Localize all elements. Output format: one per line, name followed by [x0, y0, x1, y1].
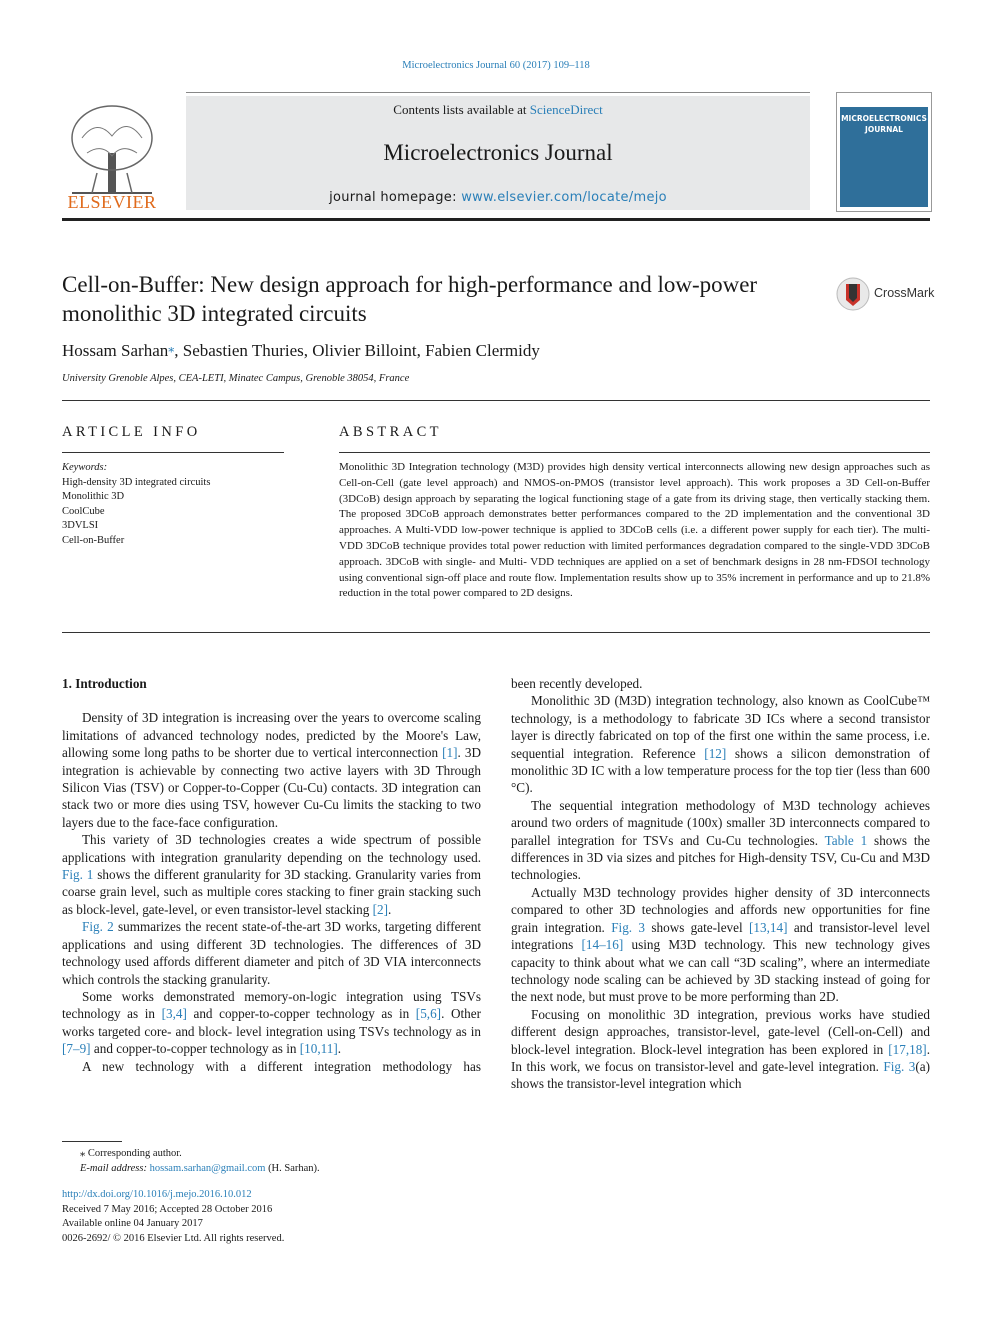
article-info-heading: ARTICLE INFO	[62, 424, 201, 440]
elsevier-wordmark: ELSEVIER	[67, 192, 157, 212]
paragraph: The sequential integration methodology of M3D technology achieves around two orders of magnitude (100x) smaller 3D interconnects compared to parallel integration for TSVs and Cu-Cu technologies. Table 1 shows the differences in 3D via sizes and pitches for High-density TSV, Cu-Cu and M3D technologies.	[511, 797, 930, 883]
article-title	[62, 270, 832, 328]
journal-title-box	[186, 96, 810, 210]
homepage-line	[186, 190, 810, 205]
email-note	[62, 1161, 320, 1176]
reference-link[interactable]: [12]	[704, 745, 727, 761]
crossmark-icon	[836, 276, 870, 312]
cover-title: MICROELECTRONICS JOURNAL	[841, 114, 927, 134]
reference-link[interactable]: [17,18]	[888, 1041, 927, 1057]
crossmark-label: CrossMark	[874, 286, 935, 300]
footnote-rule	[62, 1141, 122, 1142]
body-column-left	[62, 675, 481, 1075]
journal-cover-thumbnail[interactable]	[836, 92, 932, 212]
keyword: 3DVLSI	[62, 520, 99, 531]
reference-link[interactable]: [2]	[372, 901, 389, 917]
paragraph: Fig. 2 summarizes the recent state-of-the-art 3D works, targeting different applications and using different 3D technologies. The differences of 3D technology used affords different diameter and pitch of 3D VIA interconnects which controls the stacking granularity.	[62, 919, 482, 987]
affiliation: University Grenoble Alpes, CEA-LETI, Minatec Campus, Grenoble 38054, France	[62, 373, 410, 384]
paragraph: A new technology with a different integration methodology has	[82, 1058, 481, 1074]
section-heading: 1. Introduction	[62, 676, 147, 691]
journal-masthead	[62, 92, 930, 212]
paragraph: Actually M3D technology provides higher density of 3D interconnects compared to other 3D technologies and affords new opportunities for fine grain integration. Fig. 3 shows gate-level [13,14] and transistor-level level integrations [14–16] using M3D technology. This new technology gives capacity to think about what we can call “3D scaling”, where an intermediate technology node scaling can be achieved by 3D stacking instead of going for the next node, but must prove to be more performing than 2D.	[511, 884, 930, 1005]
homepage-prefix: journal homepage:	[329, 190, 462, 205]
keywords-block	[62, 461, 284, 548]
crossmark-badge[interactable]	[836, 276, 935, 312]
author-list	[62, 341, 540, 361]
received-dates: Received 7 May 2016; Accepted 28 October 2016	[62, 1203, 273, 1215]
figure-link[interactable]: Fig. 1	[62, 867, 94, 883]
reference-link[interactable]: [13,14]	[749, 919, 788, 935]
keyword: High-density 3D integrated circuits	[62, 476, 211, 488]
email-label: E-mail address:	[80, 1163, 147, 1174]
paragraph: Monolithic 3D (M3D) integration technology, also known as CoolCube™ technology, is a methodology to fabricate 3D ICs where a second transistor layer is directly fabricated on top of the first one within the same process, i.e. sequential integration. Reference [12] shows a silicon demonstration of monolithic 3D IC with a low temperature process for the top tier (less than 600 °C).	[511, 693, 930, 796]
reference-link[interactable]: [14–16]	[581, 937, 624, 953]
reference-link[interactable]: [3,4]	[161, 1006, 187, 1022]
contents-line	[186, 102, 810, 118]
online-date: Available online 04 January 2017	[62, 1218, 203, 1229]
abstract-heading: ABSTRACT	[339, 424, 442, 440]
paragraph: This variety of 3D technologies creates a wide spectrum of possible applications with integration granularity depending on the technology used. Fig. 1 shows the different granularity for 3D stacking. Granularity varies from coarse grain level, such as multiple cores stacking to finer grain stacking such as block-level, gate-level, or even transistor-level stacking [2].	[62, 832, 482, 917]
email-link[interactable]: hossam.sarhan@gmail.com	[149, 1163, 266, 1174]
masthead-bottom-rule	[62, 218, 930, 221]
corresponding-author-mark[interactable]: ⁎	[168, 341, 175, 355]
figure-link[interactable]: Fig. 2	[82, 919, 114, 935]
reference-link[interactable]: [1]	[442, 745, 458, 761]
paragraph: Focusing on monolithic 3D integration, previous works have studied different design approaches, transistor-level, gate-level (Cell-on-Cell) and block-level integration. Block-level integration has been explored in [17,18]. In this work, we focus on transistor-level and gate-level integration. Fig. 3(a) shows the transistor-level integration which	[511, 1006, 931, 1092]
body-column-right	[511, 675, 930, 1093]
title-line-2: monolithic 3D integrated circuits	[62, 301, 367, 326]
doi-link[interactable]: http://dx.doi.org/10.1016/j.mejo.2016.10.012	[62, 1189, 252, 1200]
sciencedirect-link[interactable]: ScienceDirect	[529, 102, 603, 117]
masthead-top-rule	[186, 92, 810, 93]
table-link[interactable]: Table 1	[824, 832, 868, 848]
abstract-bottom-rule	[62, 632, 930, 633]
coauthor-names: , Sebastien Thuries, Olivier Billoint, Fabien Clermidy	[174, 341, 540, 360]
journal-name: Microelectronics Journal	[383, 140, 613, 165]
header-rule	[62, 400, 930, 401]
article-info-rule	[62, 452, 284, 453]
keyword: Cell-on-Buffer	[62, 534, 125, 546]
abstract-text: Monolithic 3D Integration technology (M3D) provides high density vertical interconnects allowing new design approaches such as Cell-on-Cell (gate level approach) and NMOS-on-PMOS (transistor level approach). This work proposes a 3D Cell-on-Buffer (3DCoB) design approach by separating the logical functioning stage of a gate from its driving stage, then vertically stacking them. The proposed 3DCoB approach demonstrates better performances compared to the 2D implementation and the conventional 3D approaches. A Multi-VDD low-power technique is applied to 3DCoB cells (i.e. a different power supply for each tier). The multi-VDD 3DCoB technique provides total power reduction with limited performances degradation compared to the single-VDD 3DCoB approach. 3DCoB with single- and Multi- VDD techniques are applied on a set of benchmark designs in 28 nm-FDSOI technology using conventional sign-off place and route flow. Implementation results show up to 35% increment in performance and up to 21.8% reduction in the total power compared to 2D designs.	[339, 461, 930, 600]
corresponding-author-note: ⁎ Corresponding author.	[80, 1148, 182, 1159]
footnotes	[62, 1146, 320, 1176]
journal-homepage-link[interactable]: www.elsevier.com/locate/mejo	[461, 190, 667, 205]
title-line-1: Cell-on-Buffer: New design approach for high-performance and low-power	[62, 272, 758, 297]
figure-link[interactable]: Fig. 3	[611, 919, 646, 935]
abstract-rule	[339, 452, 930, 453]
figure-link[interactable]: Fig. 3	[883, 1058, 916, 1074]
email-suffix: (H. Sarhan).	[265, 1163, 320, 1174]
contents-prefix: Contents lists available at	[393, 102, 530, 117]
reference-link[interactable]: [7–9]	[62, 1041, 91, 1057]
journal-citation-link[interactable]: Microelectronics Journal 60 (2017) 109–118	[402, 60, 590, 71]
keyword: CoolCube	[62, 505, 105, 517]
paragraph-continued: been recently developed.	[511, 676, 643, 691]
paragraph: Some works demonstrated memory-on-logic integration using TSVs technology as in [3,4] and copper-to-copper technology as in [5,6]. Other works targeted core- and block- level integration using TSVs technology as in [7–9] and copper-to-copper technology as in [10,11].	[62, 988, 481, 1057]
copyright: 0026-2692/ © 2016 Elsevier Ltd. All rights reserved.	[62, 1232, 285, 1244]
reference-link[interactable]: [10,11]	[299, 1041, 338, 1057]
author-name: Hossam Sarhan	[62, 341, 169, 360]
paragraph: Density of 3D integration is increasing over the years to overcome scaling limitations of advanced technology nodes, predicted by the Moore's Law, allowing some long paths to be shorter due to vertical interconnection [1]. 3D integration is achievable by connecting two active layers with 3D Through Silicon Vias (TSV) or Copper-to-Copper (Cu-Cu) contacts. 3D integration can stack two or more dies using TSV, however Cu-Cu limits the stacking to two layers due to the face-face configuration.	[62, 710, 481, 830]
reference-link[interactable]: [5,6]	[415, 1006, 442, 1022]
keyword: Monolithic 3D	[62, 491, 125, 502]
keywords-label: Keywords:	[62, 462, 108, 473]
publication-info	[62, 1188, 284, 1246]
